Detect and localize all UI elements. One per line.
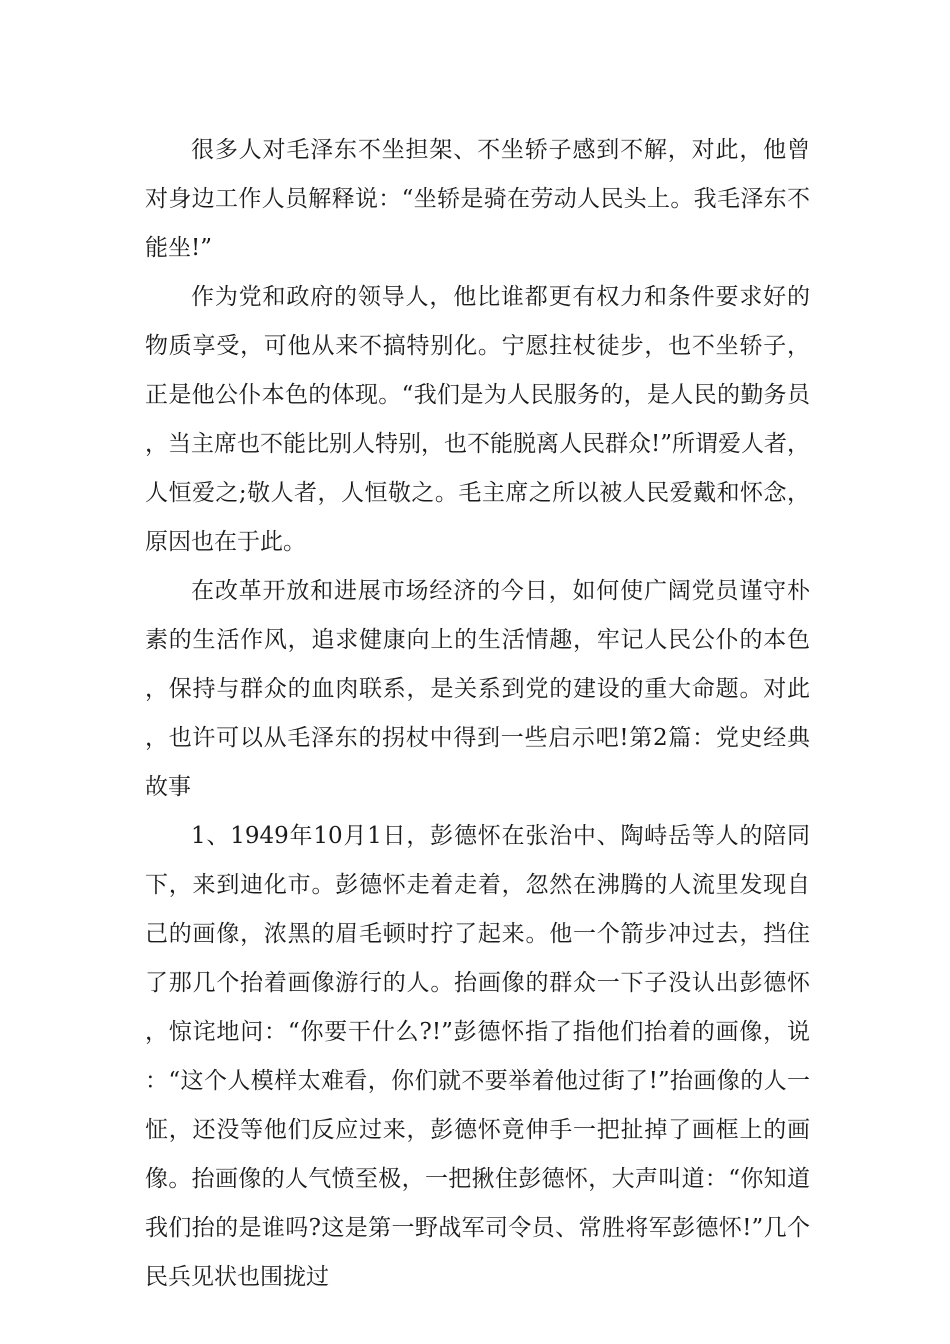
document-body — [145, 126, 810, 1302]
paragraph-1: 很多人对毛泽东不坐担架、不坐轿子感到不解，对此，他曾对身边工作人员解释说：“坐轿是骑在劳动人民头上。我毛泽东不能坐!” — [145, 137, 810, 261]
paragraph-4: 1、1949年10月1日，彭德怀在张治中、陶峙岳等人的陪同下，来到迪化市。彭德怀走着走着，忽然在沸腾的人流里发现自己的画像，浓黑的眉毛顿时拧了起来。他一个箭步冲过去，挡住了那几个抬着画像游行的人。抬画像的群众一下子没认出彭德怀，惊诧地问：“你要干什么?!”彭德怀指了指他们抬着的画像，说：“这个人模样太难看，你们就不要举着他过街了!”抬画像的人一怔，还没等他们反应过来，彭德怀竟伸手一把扯掉了画框上的画像。抬画像的人气愤至极，一把揪住彭德怀，大声叫道：“你知道我们抬的是谁吗?这是第一野战军司令员、常胜将军彭德怀!”几个民兵见状也围拢过 — [145, 823, 810, 1290]
paragraph-3: 在改革开放和进展市场经济的今日，如何使广阔党员谨守朴素的生活作风，追求健康向上的生活情趣，牢记人民公仆的本色，保持与群众的血肉联系，是关系到党的建设的重大命题。对此，也许可以从毛泽东的拐杖中得到一些启示吧!第2篇：党史经典故事 — [145, 578, 810, 800]
paragraph-2: 作为党和政府的领导人，他比谁都更有权力和条件要求好的物质享受，可他从来不搞特别化。宁愿拄杖徒步，也不坐轿子，正是他公仆本色的体现。“我们是为人民服务的，是人民的勤务员，当主席也不能比别人特别，也不能脱离人民群众!”所谓爱人者，人恒爱之;敬人者，人恒敬之。毛主席之所以被人民爱戴和怀念，原因也在于此。 — [145, 284, 811, 555]
